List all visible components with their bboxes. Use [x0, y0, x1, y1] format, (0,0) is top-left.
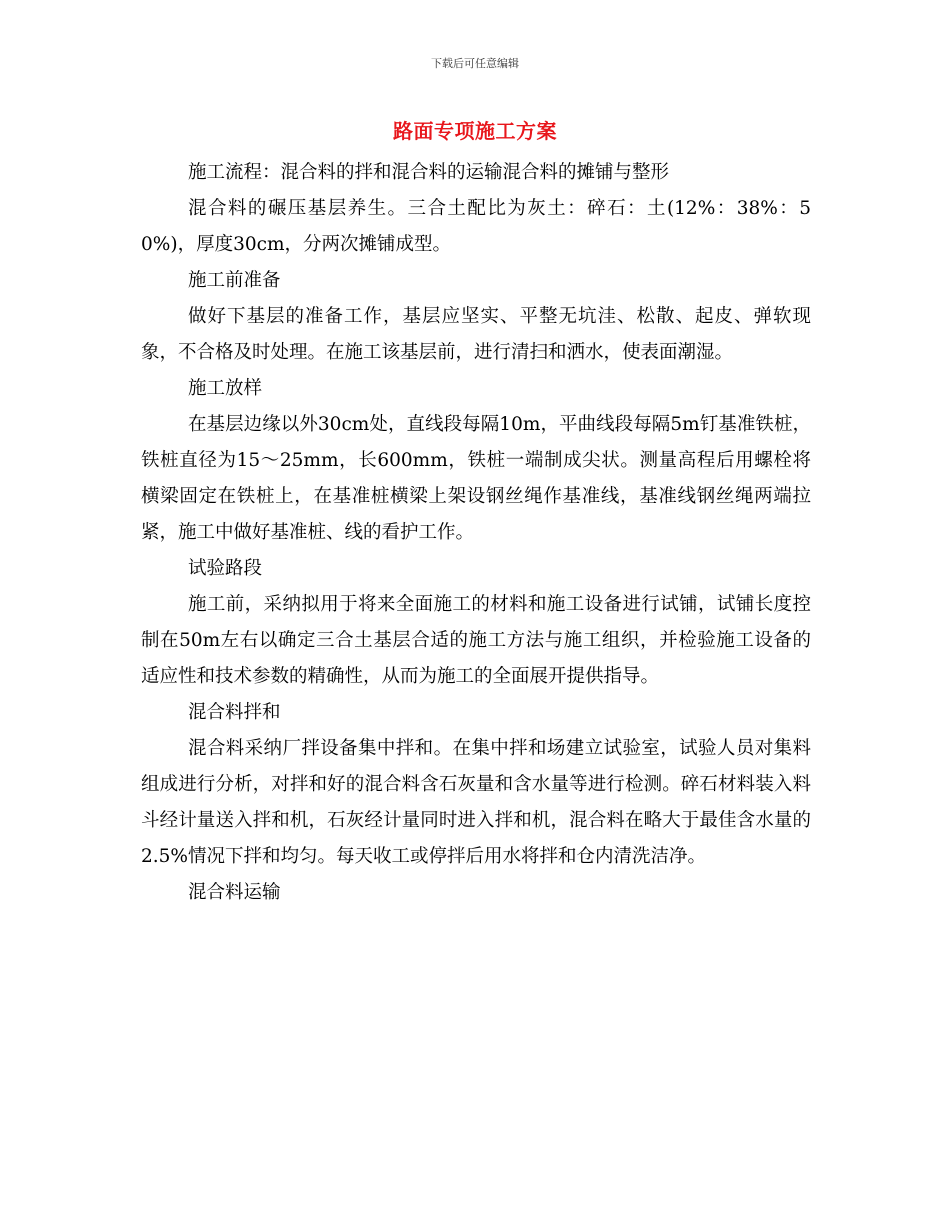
section-heading-trial-section: 试验路段 — [188, 558, 263, 579]
document-title: 路面专项施工方案 — [393, 119, 557, 143]
paragraph-setting-out: 在基层边缘以外30cm处，直线段每隔10m，平曲线段每隔5m钉基准铁桩，铁桩直径为15～25mm，长600mm，铁桩一端制成尖状。测量高程后用螺栓将横梁固定在铁桩上，在基准桩横梁上架设钢丝绳作基准线，基准线钢丝绳两端拉紧，施工中做好基准桩、线的看护工作。 — [141, 414, 811, 543]
document-body — [141, 155, 811, 911]
paragraph-mixing: 混合料采纳厂拌设备集中拌和。在集中拌和场建立试验室，试验人员对集料组成进行分析，对拌和好的混合料含石灰量和含水量等进行检测。碎石材料装入料斗经计量送入拌和机，石灰经计量同时进入拌和机，混合料在略大于最佳含水量的2.5%情况下拌和均匀。每天收工或停拌后用水将拌和仓内清洗洁净。 — [141, 738, 811, 867]
paragraph-trial-section: 施工前，采纳拟用于将来全面施工的材料和施工设备进行试铺，试铺长度控制在50m左右以确定三合土基层合适的施工方法与施工组织，并检验施工设备的适应性和技术参数的精确性，从而为施工的全面展开提供指导。 — [141, 594, 811, 687]
section-heading-transport: 混合料运输 — [188, 882, 281, 903]
section-heading-preparation: 施工前准备 — [188, 270, 281, 291]
section-heading-setting-out: 施工放样 — [188, 378, 263, 399]
paragraph-preparation: 做好下基层的准备工作，基层应坚实、平整无坑洼、松散、起皮、弹软现象，不合格及时处理。在施工该基层前，进行清扫和洒水，使表面潮湿。 — [141, 306, 811, 363]
header-note: 下载后可任意编辑 — [431, 57, 519, 70]
section-heading-mixing: 混合料拌和 — [188, 702, 281, 723]
paragraph-process-flow: 施工流程：混合料的拌和混合料的运输混合料的摊铺与整形 — [188, 162, 670, 183]
paragraph-mix-ratio: 混合料的碾压基层养生。三合土配比为灰土：碎石：土(12%：38%：50%)，厚度30cm，分两次摊铺成型。 — [141, 198, 811, 255]
